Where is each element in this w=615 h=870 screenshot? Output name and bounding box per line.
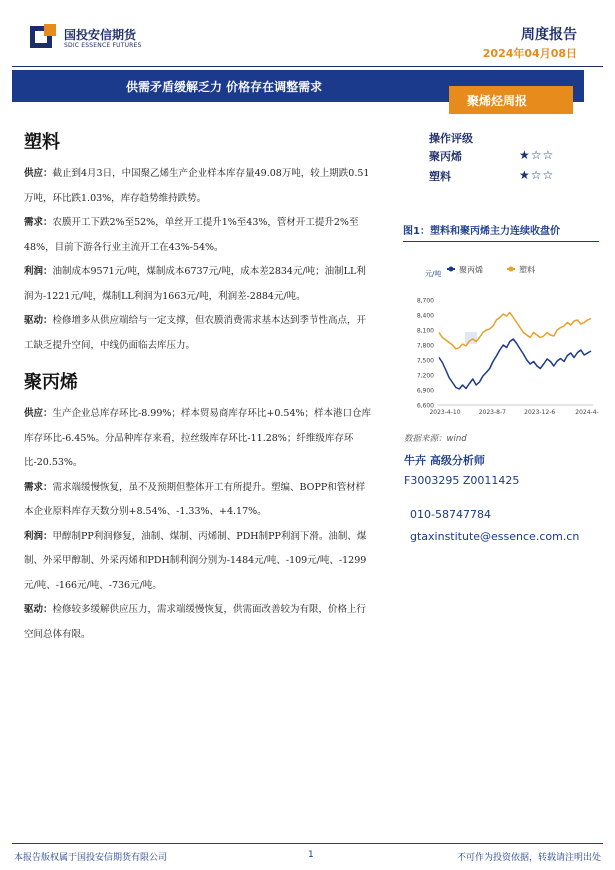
- logo-text-cn: 国投安信期货: [64, 28, 137, 42]
- header-divider: [12, 66, 603, 67]
- para-label: 驱动：: [24, 315, 53, 326]
- para-text: 截止到4月3日，中国聚乙烯生产企业样本库存量49.08万吨，较上期跌0.51万吨，环比跌1.03%，库存趋势维持跌势。: [24, 168, 370, 204]
- watermark-logo-icon: [465, 332, 477, 344]
- x-tick-label: 2023-8-7: [478, 409, 506, 416]
- pp-profit: [24, 525, 374, 599]
- page-number: 1: [308, 850, 314, 860]
- y-tick-label: 6,900: [416, 387, 434, 395]
- legend-label: 聚丙烯: [459, 265, 483, 275]
- legend-marker: [509, 267, 514, 272]
- rating-panel: [403, 130, 603, 188]
- y-tick-label: 7,500: [416, 357, 434, 365]
- logo-text-en: SDIC ESSENCE FUTURES: [64, 42, 142, 49]
- plastic-demand: [24, 211, 374, 260]
- para-text: 油制成本9571元/吨，煤制成本6737元/吨，成本差2834元/吨；油制LL利润为-1221元/吨，煤制LL利润为1663元/吨，利润差-2884元/吨。: [24, 266, 366, 302]
- para-label: 需求：: [24, 481, 53, 493]
- star-rating-icon: ★☆☆: [519, 168, 555, 182]
- analyst-phone: 010-58747784: [410, 508, 491, 521]
- pp-driver: [24, 598, 374, 647]
- pp-section: [24, 402, 374, 647]
- para-label: 驱动：: [24, 604, 53, 615]
- rating-row-pp: [429, 148, 603, 168]
- y-tick-label: 7,800: [416, 342, 434, 350]
- report-type: 周度报告: [521, 27, 577, 43]
- analyst-email[interactable]: gtaxinstitute@essence.com.cn: [410, 530, 580, 543]
- para-label: 利润：: [24, 530, 53, 542]
- logo-mark-icon: [30, 24, 56, 50]
- series-line-塑料: [439, 313, 591, 350]
- y-tick-label: 8,400: [416, 312, 434, 320]
- y-tick-label: 7,200: [416, 372, 434, 380]
- y-tick-label: 8,100: [416, 327, 434, 335]
- report-date: 2024年04月08日: [482, 47, 577, 60]
- pp-supply: [24, 402, 374, 476]
- para-label: 供应：: [24, 168, 53, 179]
- company-logo: [30, 24, 160, 56]
- plastic-heading: 塑料: [24, 132, 60, 153]
- report-category-tab: 聚烯烃周报: [449, 86, 573, 114]
- footer-divider: [12, 843, 603, 844]
- rating-name: 塑料: [429, 170, 451, 183]
- report-title: 供需矛盾缓解乏力 价格存在调整需求: [126, 80, 323, 94]
- para-text: 生产企业总库存环比-8.99%；样本贸易商库存环比+0.54%；样本港口仓库库存环比-6.45%。分品种库存来看，拉丝级库存环比-11.28%；纤维级库存环比-20.53%。: [24, 408, 372, 468]
- x-tick-label: 2024-4-: [575, 409, 599, 416]
- para-label: 供应：: [24, 408, 53, 419]
- x-tick-label: 2023-12-6: [524, 409, 556, 416]
- data-source: 数据来源：wind: [404, 434, 467, 444]
- footer-disclaimer: 不可作为投资依据，转载请注明出处: [456, 853, 601, 863]
- para-label: 利润：: [24, 266, 53, 277]
- plastic-supply: [24, 162, 374, 211]
- footer-copyright: 本报告版权属于国投安信期货有限公司: [14, 853, 168, 863]
- para-text: 检修较多缓解供应压力，需求端缓慢恢复，供需面改善较为有限，价格上行空间总体有限。: [24, 604, 367, 640]
- price-line-chart: [403, 253, 603, 423]
- star-rating-icon: ★☆☆: [519, 148, 555, 162]
- legend-marker: [449, 267, 454, 272]
- y-tick-label: 6,600: [416, 402, 434, 410]
- legend-label: 塑料: [519, 265, 535, 275]
- plastic-driver: [24, 309, 374, 358]
- analyst-cert: F3003295 Z0011425: [404, 474, 520, 487]
- para-text: 需求端缓慢恢复，虽不及预期但整体开工有所提升。塑编、BOPP和管材样本企业原料库存天数分别+8.54%、-1.33%、+4.17%。: [24, 481, 366, 517]
- x-tick-label: 2023-4-10: [429, 409, 461, 416]
- pp-demand: [24, 476, 374, 525]
- rating-row-plastic: [429, 168, 603, 188]
- main-content: [24, 128, 374, 647]
- para-label: 需求：: [24, 217, 53, 228]
- rating-name: 聚丙烯: [429, 150, 462, 163]
- series-line-聚丙烯: [439, 339, 591, 389]
- para-text: 农膜开工下跌2%至52%，单丝开工提升1%至43%，管材开工提升2%至48%，目前下游各行业主流开工在43%-54%。: [24, 217, 359, 253]
- rating-title: 操作评级: [429, 132, 473, 145]
- y-axis-label: 元/吨: [425, 270, 442, 278]
- plastic-section: [24, 162, 374, 358]
- figure-title: 图1：塑料和聚丙烯主力连续收盘价: [403, 222, 599, 242]
- analyst-name: 牛卉 高级分析师: [404, 454, 485, 467]
- para-text: 甲醇制PP利润修复，油制、煤制、丙烯制、PDH制PP利润下滑。油制、煤制、外采甲醇制、外采丙烯和PDH制利润分别为-1484元/吨、-109元/吨、-1299元/吨、-166元/吨、-736元/吨。: [24, 530, 367, 591]
- y-tick-label: 8,700: [416, 297, 434, 305]
- plastic-profit: [24, 260, 374, 309]
- pp-heading: 聚丙烯: [24, 372, 78, 393]
- para-text: 检修增多从供应端给与一定支撑，但农膜消费需求基本达到季节性高点，开工缺乏提升空间，中线仍面临去库压力。: [24, 315, 367, 351]
